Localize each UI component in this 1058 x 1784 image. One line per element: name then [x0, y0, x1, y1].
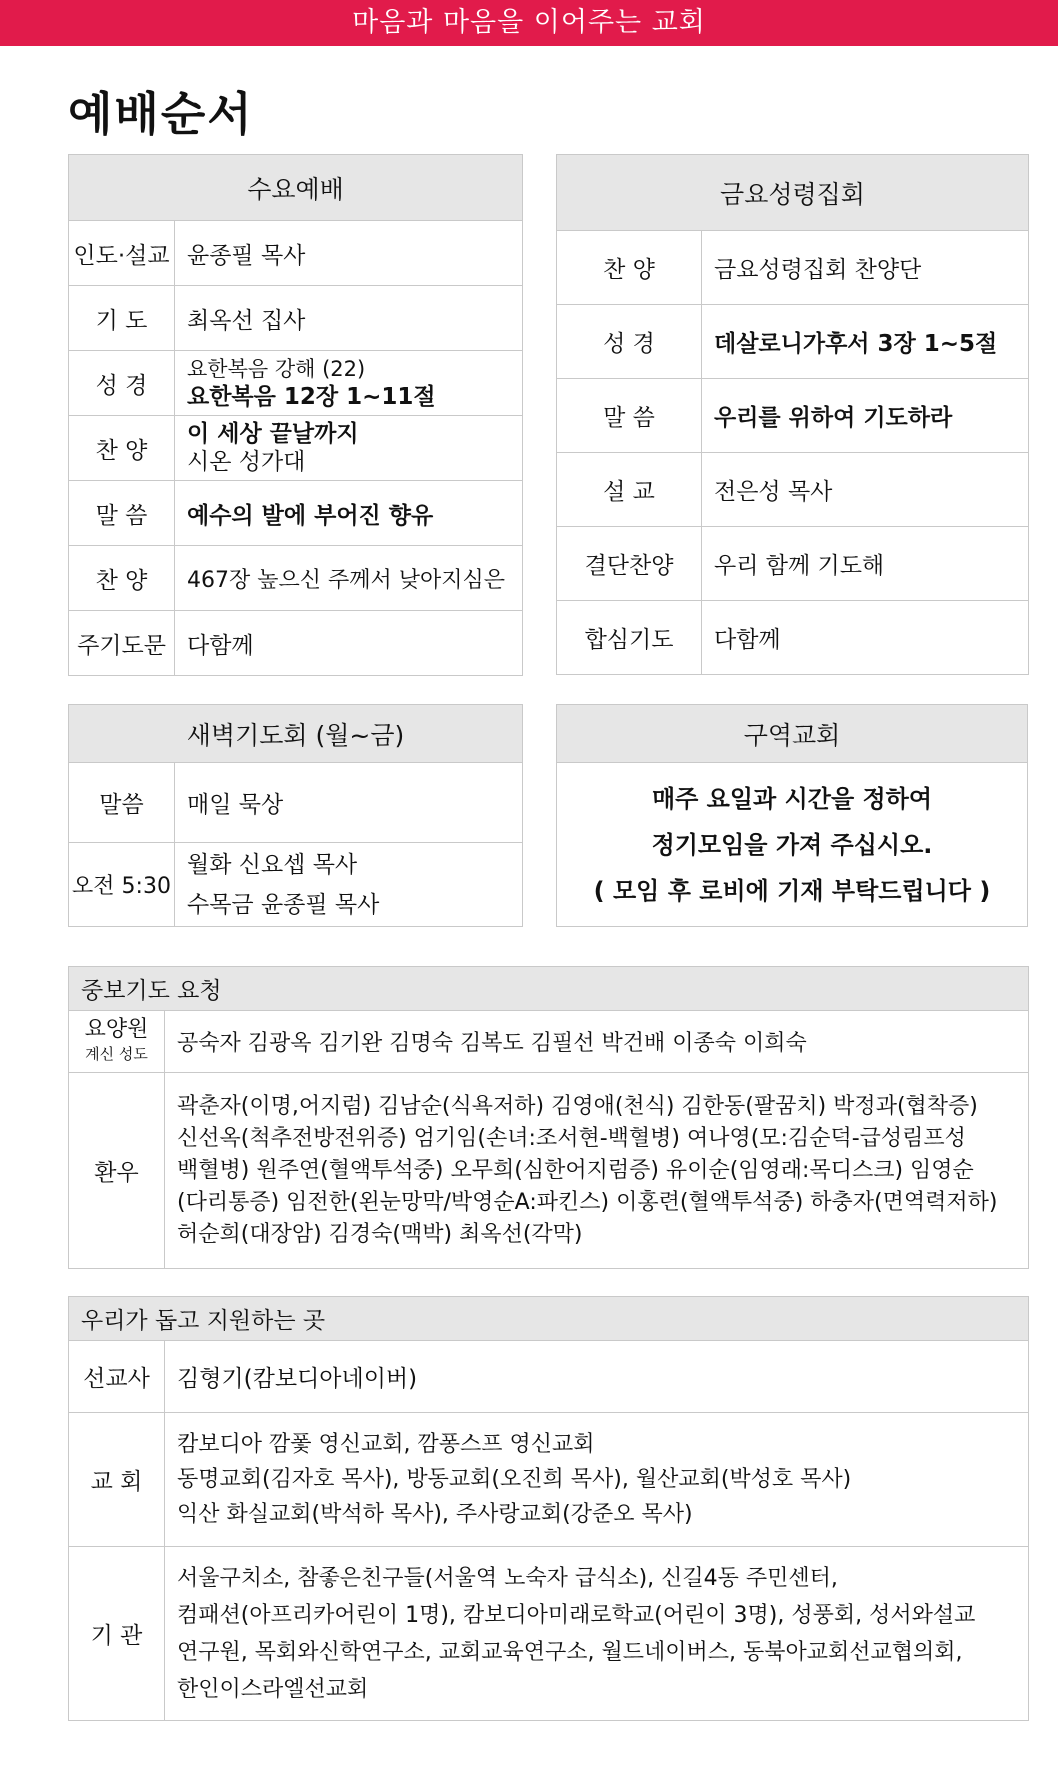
- support-table: [68, 1296, 1029, 1721]
- missionary-label: 선교사: [69, 1341, 165, 1413]
- row-value: [175, 416, 523, 481]
- dawn-prayer-table: [68, 704, 523, 927]
- support-header: 우리가 돕고 지원하는 곳: [69, 1297, 1029, 1341]
- scripture-series: 요한복음 강해 (22): [187, 357, 366, 381]
- mon-tue-leader: 월화 신요셉 목사: [187, 851, 358, 878]
- church-label: 교 회: [69, 1413, 165, 1547]
- row-value: 다함께: [175, 611, 523, 676]
- district-header: 구역교회: [557, 705, 1028, 763]
- wed-fri-leader: 수목금 윤종필 목사: [187, 891, 380, 918]
- church-line: 동명교회(김자호 목사), 방동교회(오진희 목사), 월산교회(박성호 목사): [177, 1467, 852, 1492]
- sermon-title: 우리를 위하여 기도하라: [702, 379, 1029, 453]
- row-label: 기 도: [69, 286, 175, 351]
- row-value: [175, 843, 523, 927]
- org-line: 컴패션(아프리카어린이 1명), 캄보디아미래로학교(어린이 3명), 성풍회, 성서와설교: [177, 1602, 976, 1628]
- patients-list: [165, 1073, 1029, 1269]
- patients-line: 백혈병) 원주연(혈액투석중) 오무희(심한어지럼증) 유이순(임영래:목디스크) 임영순: [177, 1157, 974, 1183]
- friday-header: 금요성령집회: [557, 155, 1029, 231]
- row-label: 오전 5:30: [69, 843, 175, 927]
- row-label: 설 교: [557, 453, 702, 527]
- nursing-home-label: [69, 1011, 165, 1073]
- row-value: 금요성령집회 찬양단: [702, 231, 1029, 305]
- nursing-home-members: 공숙자 김광옥 김기완 김명숙 김복도 김필선 박건배 이종숙 이희숙: [165, 1011, 1029, 1073]
- row-label: 합심기도: [557, 601, 702, 675]
- org-label: 기 관: [69, 1547, 165, 1721]
- row-value: [175, 351, 523, 416]
- row-label: 결단찬양: [557, 527, 702, 601]
- wednesday-header: 수요예배: [69, 155, 523, 221]
- page-title: 예배순서: [68, 87, 254, 141]
- patients-line: (다리통증) 임전한(왼눈망막/박영순A:파킨스) 이홍련(혈액투석중) 하충자(면역력저하): [177, 1189, 998, 1215]
- org-line: 연구원, 목회와신학연구소, 교회교육연구소, 월드네이버스, 동북아교회선교협의회,: [177, 1639, 963, 1665]
- friday-service-table: [556, 154, 1029, 675]
- row-value: 매일 묵상: [175, 763, 523, 843]
- row-label: 말 씀: [557, 379, 702, 453]
- prayer-header: 중보기도 요청: [69, 967, 1029, 1011]
- row-value: 467장 높으신 주께서 낮아지심은: [175, 546, 523, 611]
- district-church-table: [556, 704, 1028, 927]
- notice-line: 매주 요일과 시간을 정하여: [651, 784, 933, 813]
- row-label: 말 씀: [69, 481, 175, 546]
- org-line: 한인이스라엘선교회: [177, 1676, 369, 1702]
- church-list: [165, 1413, 1029, 1547]
- row-value: 다함께: [702, 601, 1029, 675]
- church-line: 익산 화실교회(박석하 목사), 주사랑교회(강준오 목사): [177, 1502, 693, 1527]
- intercessory-prayer-table: [68, 966, 1029, 1269]
- patients-line: 곽춘자(이명,어지럼) 김남순(식욕저하) 김영애(천식) 김한동(팔꿈치) 박정과(협착증): [177, 1093, 978, 1119]
- row-label: 찬 양: [69, 546, 175, 611]
- row-label: 성 경: [69, 351, 175, 416]
- row-value: 최옥선 집사: [175, 286, 523, 351]
- row-label: 성 경: [557, 305, 702, 379]
- org-list: [165, 1547, 1029, 1721]
- church-line: 캄보디아 깜퐃 영신교회, 깜퐁스프 영신교회: [177, 1432, 595, 1457]
- row-value: 윤종필 목사: [175, 221, 523, 286]
- row-label: 말씀: [69, 763, 175, 843]
- row-value: 전은성 목사: [702, 453, 1029, 527]
- row-label: 인도·설교: [69, 221, 175, 286]
- nursing-label-sub: 계신 성도: [85, 1044, 148, 1063]
- sermon-title: 예수의 발에 부어진 향유: [175, 481, 523, 546]
- row-label: 찬 양: [557, 231, 702, 305]
- hymn-title: 이 세상 끝날까지: [187, 421, 359, 447]
- row-value: 우리 함께 기도해: [702, 527, 1029, 601]
- district-notice: [557, 763, 1028, 927]
- notice-line: ( 모임 후 로비에 기재 부탁드립니다 ): [593, 876, 991, 905]
- nursing-label-main: 요양원: [84, 1016, 149, 1042]
- patients-label: 환우: [69, 1073, 165, 1269]
- choir-name: 시온 성가대: [187, 449, 306, 475]
- top-banner: 마음과 마음을 이어주는 교회: [0, 0, 1058, 46]
- scripture-passage: 데살로니가후서 3장 1~5절: [702, 305, 1029, 379]
- notice-line: 정기모임을 가져 주십시오.: [651, 830, 933, 859]
- dawn-header: 새벽기도회 (월~금): [69, 705, 523, 763]
- patients-line: 신선옥(척추전방전위증) 엄기임(손녀:조서현-백혈병) 여나영(모:김순덕-급성림프성: [177, 1125, 966, 1151]
- row-label: 주기도문: [69, 611, 175, 676]
- patients-line: 허순희(대장암) 김경숙(맥박) 최옥선(각막): [177, 1221, 583, 1247]
- scripture-passage: 요한복음 12장 1~11절: [187, 384, 436, 410]
- wednesday-service-table: [68, 154, 523, 676]
- org-line: 서울구치소, 참좋은친구들(서울역 노숙자 급식소), 신길4동 주민센터,: [177, 1565, 838, 1591]
- missionary-value: 김형기(캄보디아네이버): [165, 1341, 1029, 1413]
- row-label: 찬 양: [69, 416, 175, 481]
